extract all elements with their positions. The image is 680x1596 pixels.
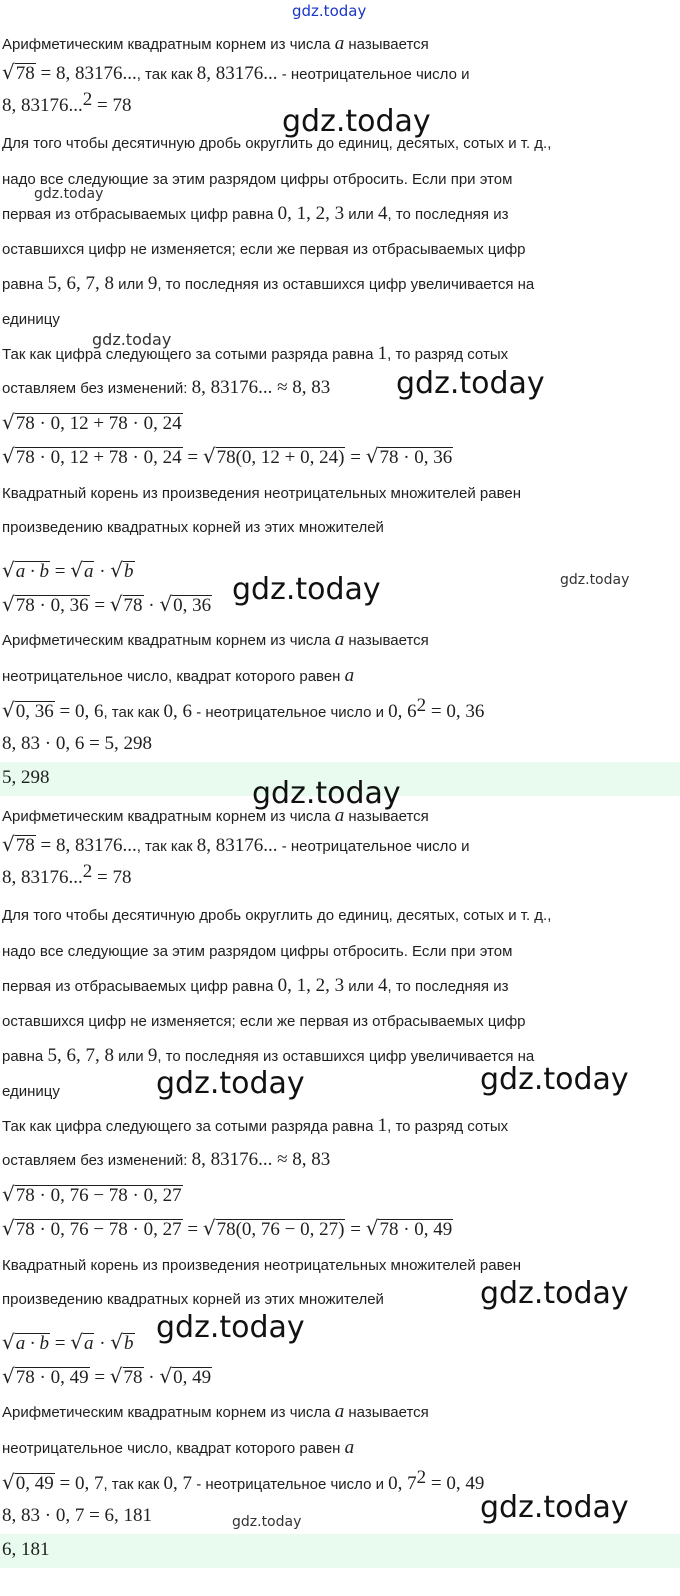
text-run: 0, 6 [388,701,417,722]
text-run: a [334,33,345,54]
rounding-rule-line [2,906,551,926]
text-run: = [182,447,203,468]
text-run: 5, 6, 7, 8 [47,1045,114,1066]
text-run: единицу [2,311,60,328]
text-run: = [345,1219,366,1240]
radical-sign: √ [2,1216,15,1240]
definition-line [2,34,429,55]
exponent: 2 [416,1467,427,1488]
text-run: Квадратный корень из произведения неотрицательных множителей равен [2,485,522,502]
radicand: 0, 36 [173,595,212,616]
sqrt-expression [2,1366,90,1387]
radicand: 78 [15,63,35,84]
radicand: 78 · 0, 12 + 78 · 0, 24 [15,447,182,468]
product-rule-line [2,1256,521,1276]
text-run: 8, 83176... [2,95,83,116]
rounding-rule-line [2,976,508,997]
rounding-rule-line [2,942,512,962]
radical-sign: √ [2,410,15,434]
rounding-rule-line [2,310,60,330]
definition-line [2,1438,354,1459]
sqrt-value-line [2,834,469,857]
radical-sign: √ [70,558,83,582]
rounding-step-line [2,1116,508,1137]
text-run: , так как [103,704,164,721]
text-run: произведению квадратных корней из этих множителей [2,1291,384,1308]
expression-transform-line [2,446,453,469]
text-run: 8, 83176... ≈ 8, 83 [191,377,331,398]
sqrt-expression [2,560,50,581]
text-run: или [344,206,378,223]
text-run: или [113,276,148,293]
text-run: называется [344,1404,429,1421]
sqrt-expression [110,1332,134,1353]
radical-sign: √ [2,558,15,582]
text-run: или [344,978,378,995]
watermark: gdz.today [156,1066,305,1101]
sqrt-expression [2,594,90,615]
text-run: неотрицательное число, квадрат которого равен [2,668,345,685]
text-run: первая из отбрасываемых цифр равна [2,978,278,995]
text-run: надо все следующие за этим разрядом цифры отбросить. Если при этом [2,943,513,960]
radicand: 78 · 0, 36 [15,595,89,616]
text-run: называется [344,632,429,649]
text-run: = 8, 83176... [35,835,137,856]
text-run: a [334,805,345,826]
exponent: 2 [82,89,93,110]
watermark: gdz.today [92,330,172,349]
text-run: 9 [147,1045,158,1066]
square-check-line [2,89,132,117]
text-run: 0, 6 [163,701,193,722]
radicand: 78 · 0, 12 + 78 · 0, 24 [15,413,182,434]
text-run: Арифметическим квадратным корнем из числа [2,1404,335,1421]
text-run: = [182,1219,203,1240]
rounding-rule-line [2,134,551,154]
text-run: · [143,1367,160,1388]
watermark: gdz.today [480,1276,629,1311]
rounding-step-line [2,344,508,365]
radicand: 78(0, 76 − 0, 27) [216,1219,345,1240]
text-run: a [344,1437,355,1458]
text-run: называется [344,808,429,825]
radicand: 0, 49 [15,1473,54,1494]
radicand: 78 · 0, 49 [15,1367,89,1388]
text-run: оставшихся цифр не изменяется; если же первая из отбрасываемых цифр [2,1013,526,1030]
text-run: - неотрицательное число и [277,66,470,83]
text-run: равна [2,276,48,293]
text-run: 8, 83176... [196,63,278,84]
product-apply-line [2,594,212,617]
text-run: неотрицательное число, квадрат которого равен [2,1440,345,1457]
text-run: Квадратный корень из произведения неотрицательных множителей равен [2,1257,522,1274]
radical-sign: √ [109,592,123,616]
sqrt-expression [70,560,94,581]
watermark: gdz.today [232,1514,302,1530]
text-run: - неотрицательное число и [277,838,470,855]
text-run: 9 [147,273,158,294]
text-run: = [50,1333,71,1354]
text-run: a [344,665,355,686]
radicand: 0, 49 [173,1367,212,1388]
text-run: , то разряд сотых [387,346,509,363]
answer-box [0,1534,680,1568]
exponent: 2 [416,695,427,716]
radical-sign: √ [202,1216,216,1240]
result-line [2,734,152,755]
sqrt-expression [159,1366,212,1387]
text-run: или [113,1048,148,1065]
watermark: gdz.today [156,1310,305,1345]
text-run: , то последняя из оставшихся цифр увеличивается на [157,1048,535,1065]
radicand: 78 · 0, 49 [379,1219,453,1240]
text-run: 8, 83176... [196,835,278,856]
answer-value [2,1540,50,1561]
rounding-rule-line [2,1012,526,1032]
sqrt-expression [203,1218,346,1239]
text-run: = [89,1367,110,1388]
radicand: 78 [123,1367,143,1388]
radicand: 78 [15,835,35,856]
sqrt-expression [70,1332,94,1353]
radical-sign: √ [110,1330,124,1354]
answer-value [2,768,50,789]
radicand: 0, 36 [15,701,54,722]
text-run: надо все следующие за этим разрядом цифры отбросить. Если при этом [2,171,513,188]
text-run: Арифметическим квадратным корнем из числа [2,632,335,649]
sqrt-expression [2,700,55,721]
text-run: 4 [377,975,388,996]
rounding-rule-line [2,204,508,225]
text-run: 1 [377,1115,388,1136]
expression-line [2,412,183,435]
definition-line [2,666,354,687]
text-run: 0, 7 [163,1473,193,1494]
exponent: 2 [82,861,93,882]
text-run: · [94,1333,111,1354]
radical-sign: √ [365,1216,379,1240]
sqrt-expression [2,1218,183,1239]
text-run: = 0, 36 [426,701,485,722]
radical-sign: √ [2,698,15,722]
text-run: Для того чтобы десятичную дробь округлить до единиц, десятых, сотых и т. д., [2,135,552,152]
radicand: a · b [15,1333,49,1354]
radical-sign: √ [159,592,173,616]
text-run: Так как цифра следующего за сотыми разряда равна [2,346,378,363]
sqrt-expression [110,1366,144,1387]
product-rule-line [2,484,521,504]
sqrt-expression [2,62,36,83]
text-run: оставляем без изменений: [2,1152,192,1169]
text-run: 0, 1, 2, 3 [277,203,345,224]
sqrt-expression [159,594,212,615]
square-check-line [2,861,132,889]
text-run: равна [2,1048,48,1065]
rounding-step-line [2,378,330,399]
definition-line [2,630,429,651]
expression-transform-line [2,1218,453,1241]
sqrt-expression [2,1332,50,1353]
text-run: 8, 83 · 0, 7 = 6, 181 [2,1505,153,1526]
radical-sign: √ [202,444,216,468]
text-run: = 0, 7 [54,1473,104,1494]
radical-sign: √ [110,558,124,582]
sqrt-expression [2,412,183,433]
rounding-step-line [2,1150,330,1171]
sqrt-expression [110,594,144,615]
text-run: , то последняя из оставшихся цифр увеличивается на [157,276,535,293]
product-formula-line [2,1332,135,1355]
sqrt-expression [2,1184,183,1205]
text-run: · [94,561,111,582]
text-run: 4 [377,203,388,224]
radical-sign: √ [2,1470,15,1494]
text-run: = 0, 49 [426,1473,485,1494]
radical-sign: √ [2,444,15,468]
sqrt-expression [2,834,36,855]
text-run: , так как [103,1476,164,1493]
text-run: Так как цифра следующего за сотыми разряда равна [2,1118,378,1135]
watermark: gdz.today [282,104,431,139]
radical-sign: √ [159,1364,173,1388]
text-run: , то последняя из [387,206,509,223]
rounding-rule-line [2,1082,60,1102]
text-run: Арифметическим квадратным корнем из числа [2,808,335,825]
radicand: b [124,561,134,582]
text-run: = [89,595,110,616]
text-run: - неотрицательное число и [192,1476,389,1493]
text-run: , то разряд сотых [387,1118,509,1135]
product-rule-line [2,1290,384,1310]
radical-sign: √ [2,592,15,616]
text-run: = 0, 6 [54,701,104,722]
watermark: gdz.today [396,366,545,401]
text-run: 0, 1, 2, 3 [277,975,345,996]
text-run: 8, 83176... [2,867,83,888]
text-run: 0, 7 [388,1473,417,1494]
text-run: - неотрицательное число и [192,704,389,721]
sqrt-expression [110,560,134,581]
radical-sign: √ [2,1364,15,1388]
text-run: 5, 6, 7, 8 [47,273,114,294]
radicand: a [83,1333,94,1354]
text-run: Для того чтобы десятичную дробь округлить до единиц, десятых, сотых и т. д., [2,907,552,924]
text-run: 1 [377,343,388,364]
rounding-rule-line [2,1046,534,1067]
product-apply-line [2,1366,212,1389]
radicand: 78 [123,595,143,616]
text-run: оставляем без изменений: [2,380,192,397]
radical-sign: √ [70,1330,83,1354]
sqrt-evaluation-line [2,695,485,723]
radical-sign: √ [365,444,379,468]
watermark-top: gdz.today [292,2,367,20]
text-run: единицу [2,1083,60,1100]
sqrt-expression [366,446,454,467]
radicand: a · b [15,561,49,582]
text-run: 8, 83 · 0, 6 = 5, 298 [2,733,153,754]
sqrt-expression [366,1218,454,1239]
radicand: 78 · 0, 76 − 78 · 0, 27 [15,1185,182,1206]
text-run: = [345,447,366,468]
radical-sign: √ [2,1182,15,1206]
radicand: b [124,1333,134,1354]
sqrt-value-line [2,62,469,85]
text-run: · [143,595,160,616]
watermark: gdz.today [480,1490,629,1525]
product-formula-line [2,560,135,583]
text-run: = 78 [92,867,132,888]
watermark: gdz.today [480,1062,629,1097]
radicand: 78 · 0, 76 − 78 · 0, 27 [15,1219,182,1240]
rounding-rule-line [2,274,534,295]
radical-sign: √ [109,1364,123,1388]
text-run: первая из отбрасываемых цифр равна [2,206,278,223]
sqrt-expression [2,1472,55,1493]
text-run: произведению квадратных корней из этих множителей [2,519,384,536]
text-run: , так как [136,66,197,83]
text-run: , то последняя из [387,978,509,995]
text-run: a [334,1401,345,1422]
sqrt-expression [203,446,346,467]
text-run: 8, 83176... ≈ 8, 83 [191,1149,331,1170]
radicand: 78 · 0, 36 [379,447,453,468]
expression-line [2,1184,183,1207]
definition-line [2,1402,429,1423]
radical-sign: √ [2,832,15,856]
text-run: 5, 298 [2,767,50,788]
text-run: = 8, 83176... [35,63,137,84]
watermark: gdz.today [560,572,630,588]
watermark: gdz.today [252,776,401,811]
text-run: a [334,629,345,650]
text-run: = [50,561,71,582]
watermark: gdz.today [232,572,381,607]
text-run: , так как [136,838,197,855]
sqrt-evaluation-line [2,1467,485,1495]
text-run: Арифметическим квадратным корнем из числа [2,36,335,53]
text-run: называется [344,36,429,53]
sqrt-expression [2,446,183,467]
result-line [2,1506,152,1527]
text-run: оставшихся цифр не изменяется; если же первая из отбрасываемых цифр [2,241,526,258]
radical-sign: √ [2,60,15,84]
rounding-rule-line [2,240,526,260]
radicand: a [83,561,94,582]
text-run: 6, 181 [2,1539,50,1560]
product-rule-line [2,518,384,538]
text-run: = 78 [92,95,132,116]
radical-sign: √ [2,1330,15,1354]
radicand: 78(0, 12 + 0, 24) [216,447,345,468]
watermark: gdz.today [34,186,104,202]
